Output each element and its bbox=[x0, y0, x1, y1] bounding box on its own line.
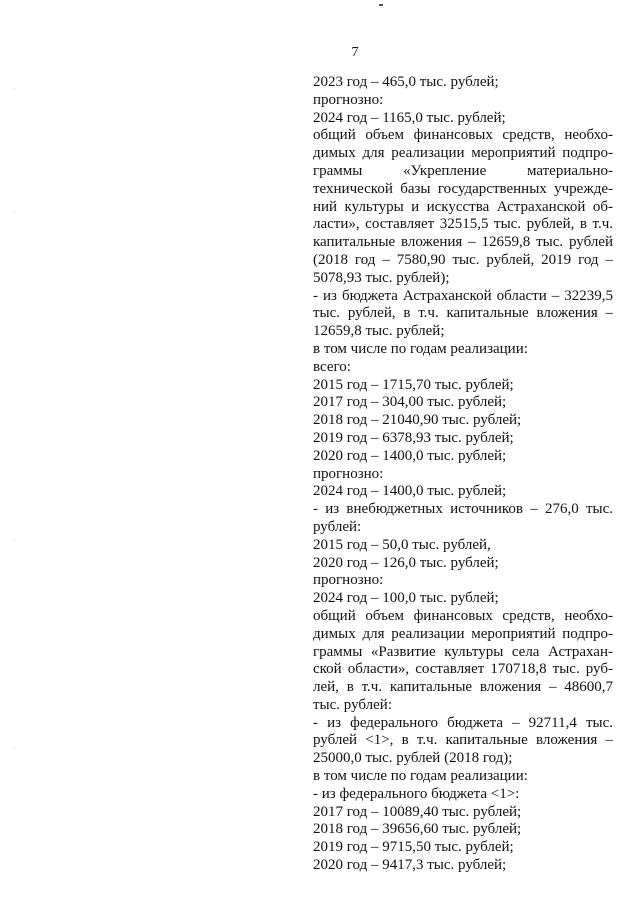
text-line: 2020 год – 9417,3 тыс. рублей; bbox=[313, 857, 507, 874]
text-line: прогнозно: bbox=[313, 91, 384, 108]
text-line: - из бюджета Астраханской области – 32239,5 bbox=[313, 287, 613, 304]
text-line: 25000,0 тыс. рублей (2018 год); bbox=[313, 750, 513, 767]
text-line: граммы «Укрепление материально- bbox=[313, 162, 613, 179]
text-line: прогнозно: bbox=[313, 465, 384, 482]
text-line: димых для реализации мероприятий подпро- bbox=[313, 625, 613, 642]
text-line: капитальные вложения – 12659,8 тыс. рублей bbox=[313, 234, 613, 251]
text-line: рублей: bbox=[313, 518, 362, 535]
text-line: общий объем финансовых средств, необхо- bbox=[313, 607, 613, 624]
text-line: тыс. рублей, в т.ч. капитальные вложения – bbox=[313, 305, 613, 322]
text-line: 2024 год – 100,0 тыс. рублей; bbox=[313, 590, 499, 607]
text-line: 2023 год – 465,0 тыс. рублей; bbox=[313, 74, 499, 90]
text-line: 2020 год – 126,0 тыс. рублей; bbox=[313, 554, 499, 571]
text-line: 12659,8 тыс. рублей; bbox=[313, 323, 445, 340]
body-text bbox=[313, 74, 613, 875]
text-line: 2019 год – 9715,50 тыс. рублей; bbox=[313, 839, 514, 856]
text-line: 2024 год – 1400,0 тыс. рублей; bbox=[313, 483, 507, 500]
text-line: прогнозно: bbox=[313, 572, 384, 589]
text-line: в том числе по годам реализации: bbox=[313, 340, 528, 357]
text-line: лей, в т.ч. капитальные вложения – 48600,7 bbox=[313, 679, 613, 696]
scan-dot bbox=[14, 748, 15, 749]
text-line: 2015 год – 1715,70 тыс. рублей; bbox=[313, 376, 514, 393]
text-line: ласти», составляет 32515,5 тыс. рублей, в т.ч. bbox=[313, 216, 613, 233]
text-line: - из федерального бюджета – 92711,4 тыс. bbox=[313, 714, 613, 731]
text-line: технической базы государственных учрежде- bbox=[313, 180, 613, 197]
text-line: - из федерального бюджета <1>: bbox=[313, 785, 520, 802]
page-number: 7 bbox=[351, 45, 359, 60]
text-line: 5078,93 тыс. рублей); bbox=[313, 269, 450, 286]
scan-dot bbox=[14, 88, 15, 89]
text-line: ской области», составляет 170718,8 тыс. руб- bbox=[313, 661, 613, 678]
scan-mark bbox=[379, 4, 383, 6]
text-line: 2020 год – 1400,0 тыс. рублей; bbox=[313, 447, 507, 464]
text-line: граммы «Развитие культуры села Астрахан- bbox=[313, 643, 613, 660]
text-line: 2024 год – 1165,0 тыс. рублей; bbox=[313, 109, 506, 126]
text-line: общий объем финансовых средств, необхо- bbox=[313, 127, 613, 144]
scan-dot bbox=[14, 212, 15, 213]
text-line: 2017 год – 10089,40 тыс. рублей; bbox=[313, 803, 522, 820]
text-line: 2015 год – 50,0 тыс. рублей, bbox=[313, 536, 491, 553]
text-line: (2018 год – 7580,90 тыс. рублей, 2019 год – bbox=[313, 251, 613, 268]
text-line: тыс. рублей: bbox=[313, 696, 392, 713]
text-line: димых для реализации мероприятий подпро- bbox=[313, 145, 613, 162]
text-line: 2018 год – 21040,90 тыс. рублей; bbox=[313, 412, 522, 429]
text-line: всего: bbox=[313, 358, 351, 375]
scan-dot bbox=[14, 540, 15, 541]
text-line: 2018 год – 39656,60 тыс. рублей; bbox=[313, 821, 522, 838]
text-line: 2019 год – 6378,93 тыс. рублей; bbox=[313, 429, 514, 446]
text-line: 2017 год – 304,00 тыс. рублей; bbox=[313, 394, 507, 411]
text-line: в том числе по годам реализации: bbox=[313, 768, 528, 785]
text-line: рублей <1>, в т.ч. капитальные вложения – bbox=[313, 732, 613, 749]
text-line: ний культуры и искусства Астраханской об- bbox=[313, 198, 613, 215]
text-line: - из внебюджетных источников – 276,0 тыс. bbox=[313, 501, 613, 518]
